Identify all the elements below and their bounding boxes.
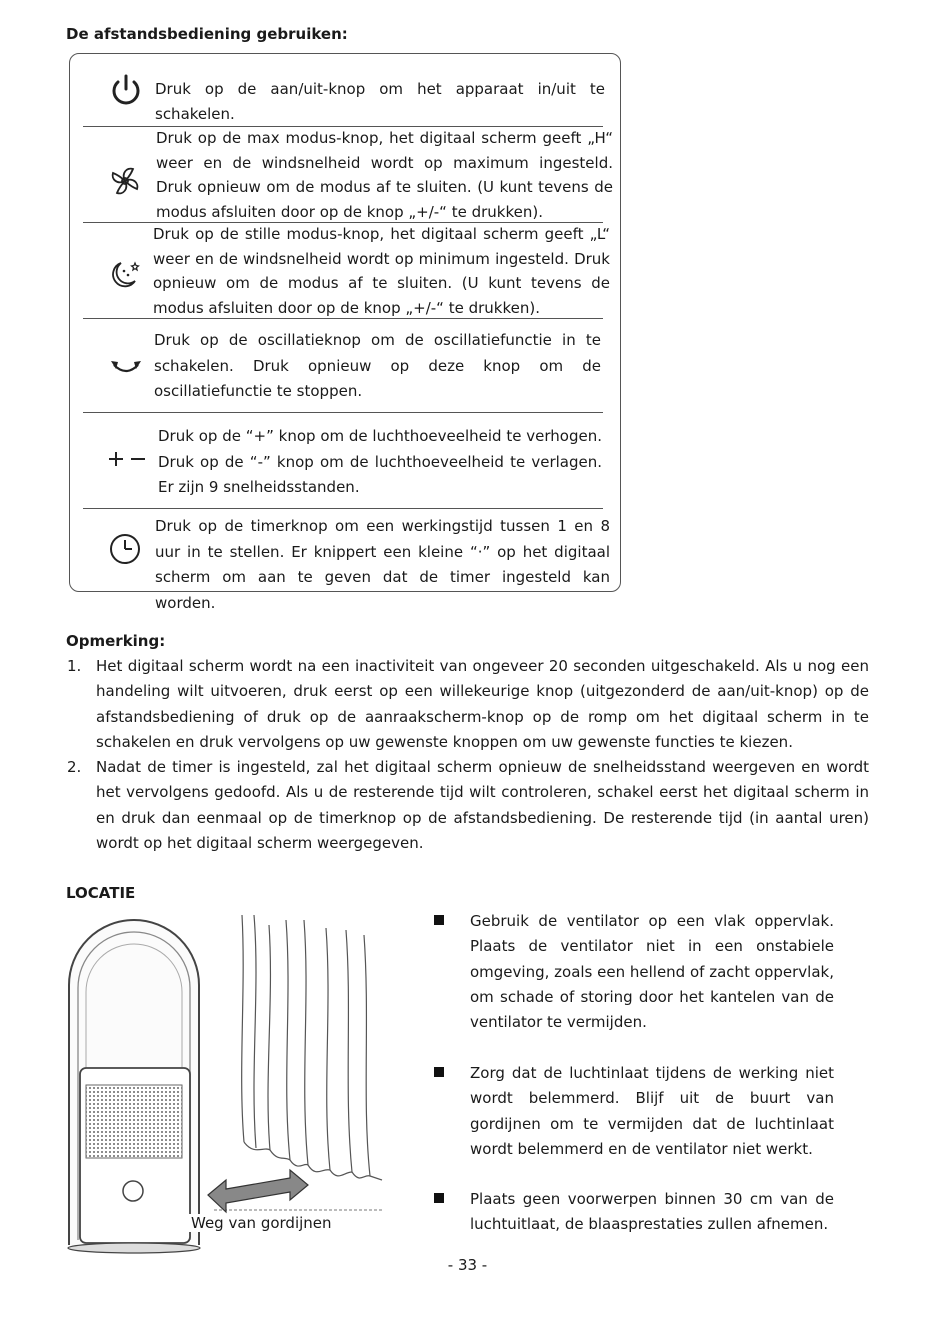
remote-row-power-text: Druk op de aan/uit-knop om het apparaat in/uit te schakelen. [155, 80, 605, 123]
row-divider [83, 318, 603, 319]
row-divider [83, 412, 603, 413]
location-bullet [434, 1187, 834, 1238]
note-text: Het digitaal scherm wordt na een inactiviteit van ongeveer 20 seconden uitgeschakeld. Als u nog een handeling wilt uitvoeren, druk eerst op een willekeurige knop (uitgezonderd de aan/uit-knop) op de afstandsbediening of druk op de aanraakscherm-knop op de romp om het digitaal scherm in te schakelen en druk vervolgens op uw gewenste knoppen om uw gewenste functies te kiezen. [96, 657, 869, 751]
remote-row-plusminus-text: Druk op de “+” knop om de luchthoeveelheid te verhogen. Druk op de “-” knop om de luchthoeveelheid te verlagen. Er zijn 9 snelheidsstanden. [158, 427, 602, 496]
note-text: Nadat de timer is ingesteld, zal het digitaal scherm opnieuw de snelheidsstand weergeven en wordt het vervolgens gedoofd. Als u de resterende tijd wilt controleren, schakel eerst het digitaal scherm in en druk dan eenmaal op de timerknop op de afstandsbediening. De resterende tijd (in aantal uren) wordt op het digitaal scherm weergegeven. [96, 758, 869, 852]
remote-row-timer-text: Druk op de timerknop om een werkingstijd tussen 1 en 8 uur in te stellen. Er knippert een kleine “·” op het digitaal scherm om aan te geven dat de timer ingesteld kan worden. [155, 517, 610, 612]
location-bullet [434, 909, 834, 1035]
night-mode-moon-icon [107, 257, 143, 293]
bullet-text: Plaats geen voorwerpen binnen 30 cm van de luchtuitlaat, de blaasprestaties zullen afnemen. [470, 1190, 834, 1234]
max-mode-fan-icon [107, 163, 143, 199]
location-bullet [434, 1061, 834, 1162]
note-number: 1. [67, 657, 82, 675]
note-heading: Opmerking: [66, 632, 166, 650]
page-number: - 33 - [447, 1256, 488, 1274]
bullet-square [434, 1193, 444, 1203]
note-number: 2. [67, 758, 82, 776]
fan-curtain-illustration [64, 910, 384, 1255]
location-heading: LOCATIE [66, 884, 136, 902]
remote-row-silent-text: Druk op de stille modus-knop, het digitaal scherm geeft „L“ weer en de windsnelheid wordt op minimum ingesteld. Druk opnieuw om de modus af te sluiten. (U kunt tevens de modus afsluiten door op de knop „+/-“ te drukken). [153, 225, 610, 317]
plus-minus-icon [105, 443, 149, 479]
row-divider [83, 508, 603, 509]
bullet-text: Gebruik de ventilator op een vlak oppervlak. Plaats de ventilator niet in een onstabiele omgeving, zoals een hellend of zacht oppervlak, om schade of storing door het kantelen van de ventilator te vermijden. [470, 912, 834, 1032]
bullet-text: Zorg dat de luchtinlaat tijdens de werking niet wordt belemmerd. Blijf uit de buurt van gordijnen om te vermijden dat de luchtinlaat wordt belemmerd en de ventilator niet werkt. [470, 1064, 834, 1158]
bullet-square [434, 1067, 444, 1077]
illustration-caption: Weg van gordijnen [191, 1214, 332, 1232]
note-item [67, 654, 869, 755]
remote-row-oscillation-text: Druk op de oscillatieknop om de oscillatiefunctie in te schakelen. Druk opnieuw op deze knop om de oscillatiefunctie te stoppen. [154, 331, 601, 400]
remote-row-max-text: Druk op de max modus-knop, het digitaal scherm geeft „H“ weer en de windsnelheid wordt op maximum ingesteld. Druk opnieuw om de modus af te sluiten. (U kunt tevens de modus afsluiten door op de knop „+/-“ te drukken). [156, 129, 613, 221]
power-icon [108, 72, 144, 108]
bullet-square [434, 915, 444, 925]
timer-clock-icon [107, 531, 143, 567]
remote-section-heading: De afstandsbediening gebruiken: [66, 25, 348, 43]
note-item [67, 755, 869, 856]
oscillation-icon [108, 349, 144, 385]
